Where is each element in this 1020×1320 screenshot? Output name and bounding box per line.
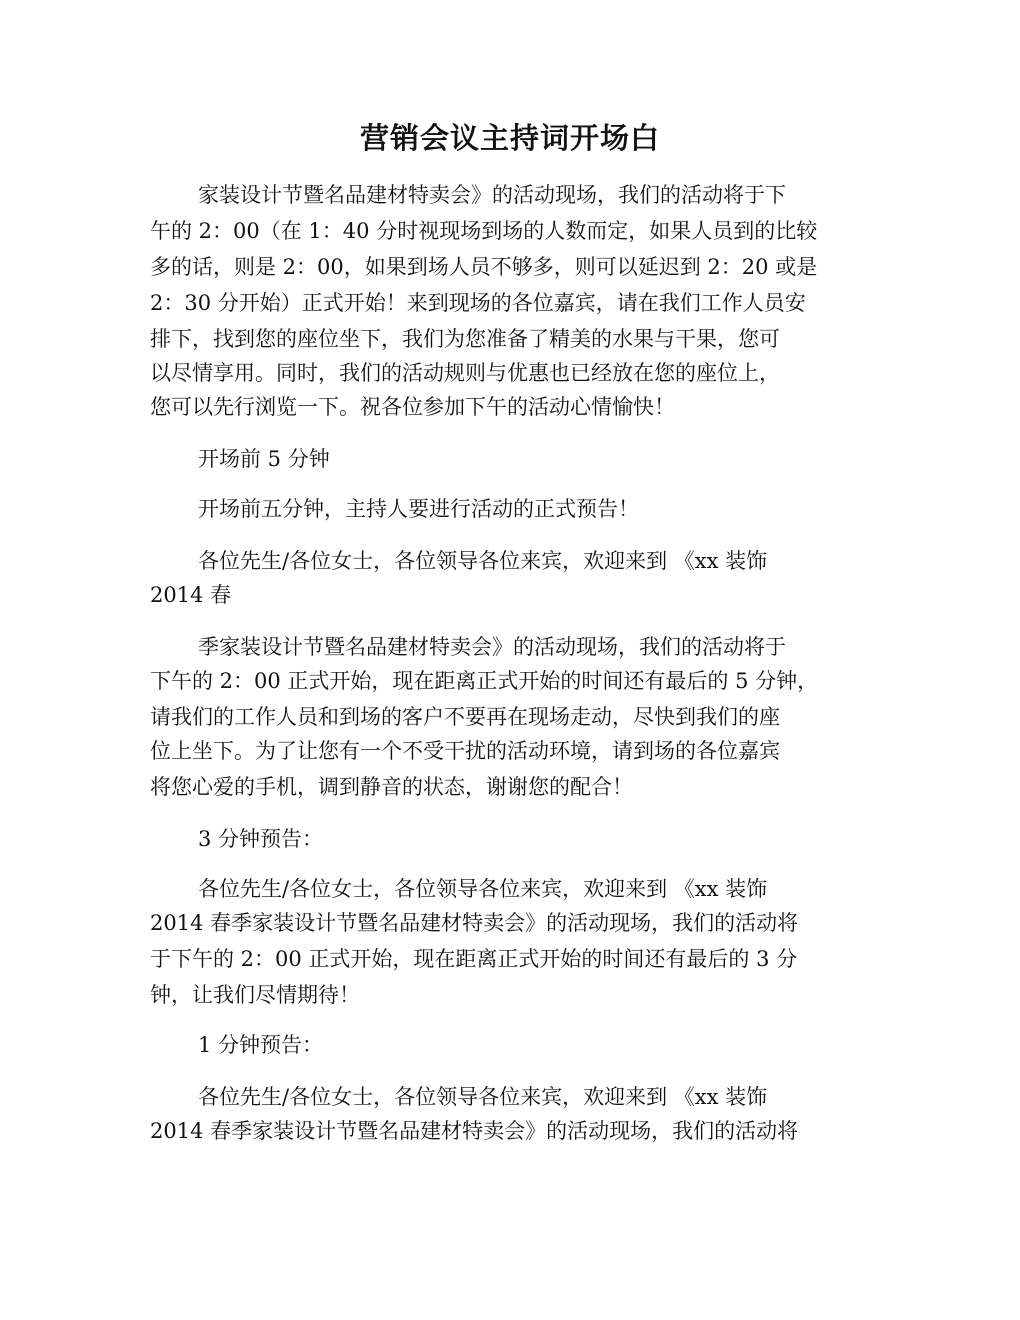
section-heading: 开场前 5 分钟 bbox=[198, 447, 330, 471]
body-line: 2014 春季家装设计节暨名品建材特卖会》的活动现场，我们的活动将 bbox=[150, 1119, 799, 1143]
body-line: 以尽情享用。同时，我们的活动规则与优惠也已经放在您的座位上， bbox=[150, 361, 780, 385]
body-line: 位上坐下。为了让您有一个不受干扰的活动环境，请到场的各位嘉宾 bbox=[150, 739, 780, 763]
body-line: 开场前五分钟，主持人要进行活动的正式预告！ bbox=[198, 497, 639, 521]
body-line: 于下午的 2：00 正式开始，现在距离正式开始的时间还有最后的 3 分 bbox=[150, 947, 798, 971]
body-line: 多的话，则是 2：00，如果到场人员不够多，则可以延迟到 2：20 或是 bbox=[150, 255, 818, 279]
body-line: 排下，找到您的座位坐下，我们为您准备了精美的水果与干果，您可 bbox=[150, 327, 780, 351]
body-line: 2014 春季家装设计节暨名品建材特卖会》的活动现场，我们的活动将 bbox=[150, 911, 799, 935]
body-line: 2014 春 bbox=[150, 583, 232, 607]
body-line: 午的 2：00（在 1：40 分时视现场到场的人数而定，如果人员到的比较 bbox=[150, 219, 818, 243]
body-line: 钟，让我们尽情期待！ bbox=[150, 983, 360, 1007]
body-line: 2：30 分开始）正式开始！来到现场的各位嘉宾，请在我们工作人员安 bbox=[150, 291, 806, 315]
page-title: 营销会议主持词开场白 bbox=[359, 121, 660, 155]
body-line: 各位先生/各位女士，各位领导各位来宾，欢迎来到 《xx 装饰 bbox=[198, 1085, 768, 1109]
body-line: 您可以先行浏览一下。祝各位参加下午的活动心情愉快！ bbox=[150, 395, 675, 419]
body-line: 下午的 2：00 正式开始，现在距离正式开始的时间还有最后的 5 分钟， bbox=[150, 669, 819, 693]
body-line: 各位先生/各位女士，各位领导各位来宾，欢迎来到 《xx 装饰 bbox=[198, 877, 768, 901]
body-line: 请我们的工作人员和到场的客户不要再在现场走动，尽快到我们的座 bbox=[150, 705, 780, 729]
section-heading: 3 分钟预告： bbox=[198, 827, 324, 851]
section-heading: 1 分钟预告： bbox=[198, 1033, 324, 1057]
body-line: 季家装设计节暨名品建材特卖会》的活动现场，我们的活动将于 bbox=[198, 635, 786, 659]
body-line: 各位先生/各位女士，各位领导各位来宾，欢迎来到 《xx 装饰 bbox=[198, 549, 768, 573]
body-line: 将您心爱的手机，调到静音的状态，谢谢您的配合！ bbox=[150, 775, 633, 799]
body-line: 家装设计节暨名品建材特卖会》的活动现场，我们的活动将于下 bbox=[198, 183, 786, 207]
